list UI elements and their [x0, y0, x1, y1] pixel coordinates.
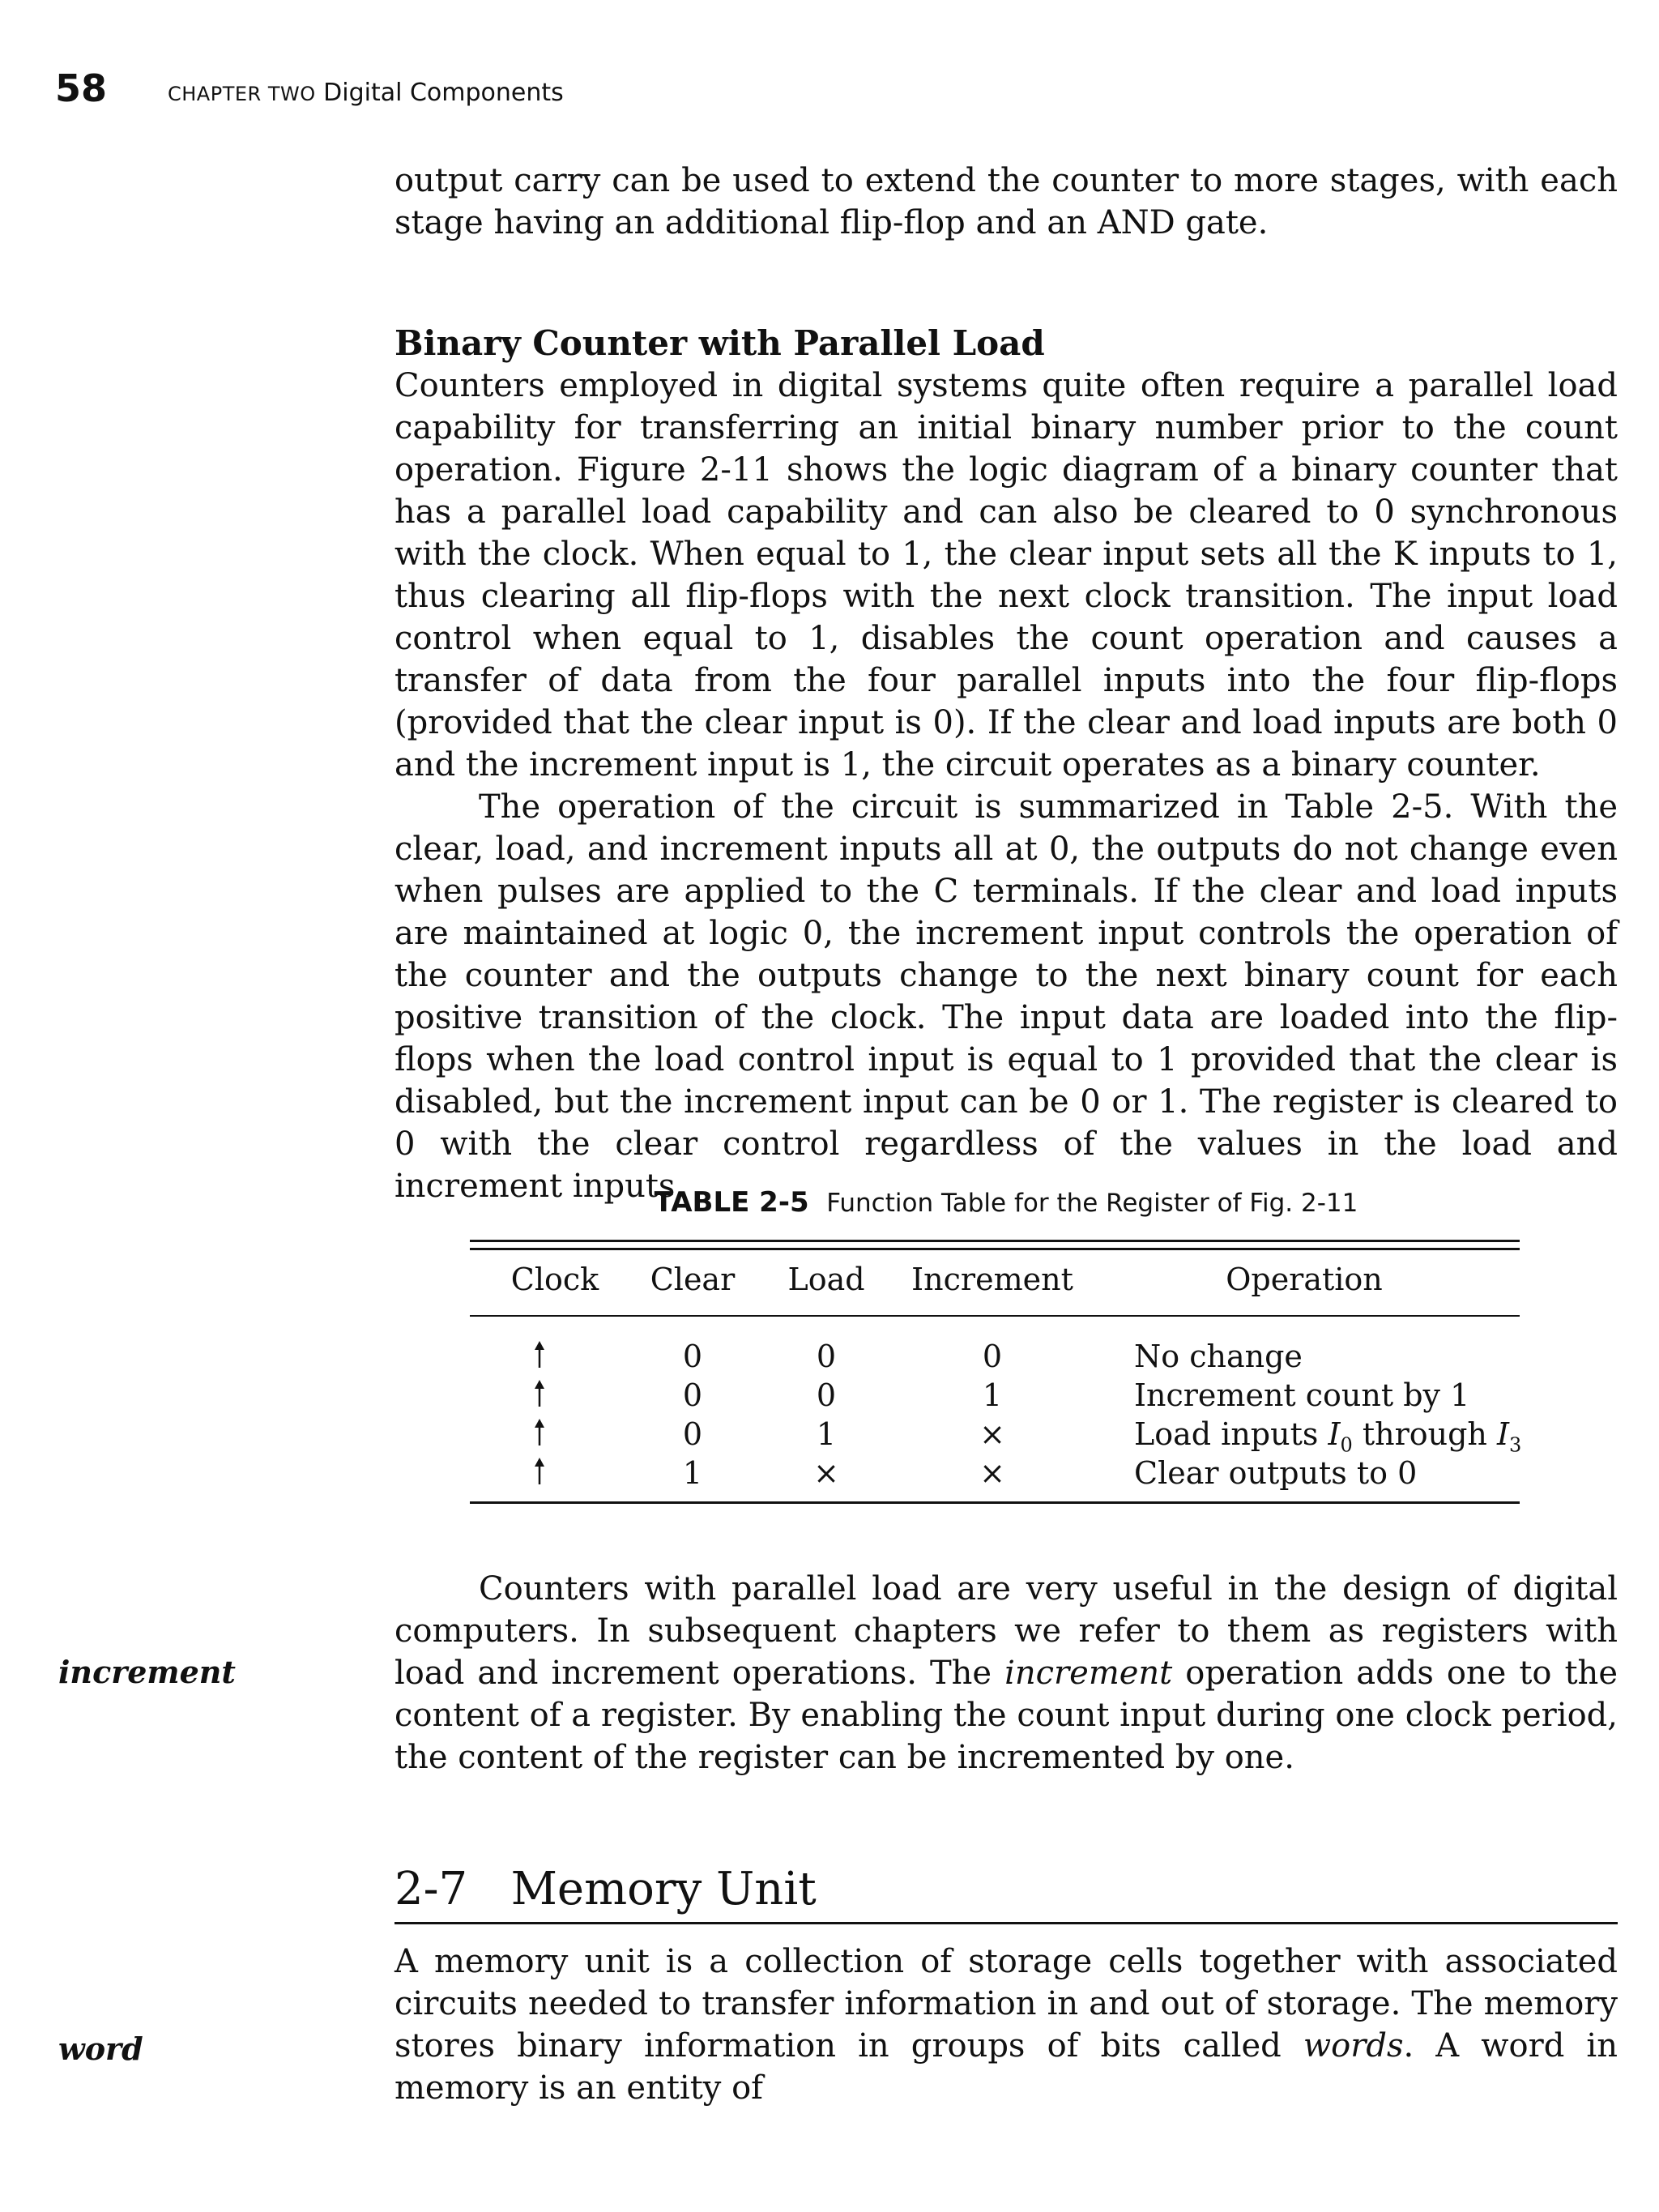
subsection-paragraph-2: The operation of the circuit is summarized in Table 2-5. With the clear, load, and increment inputs all at 0, the outputs do not change even when pulses are applied to the C terminals. If the clear and load inputs are maintained at logic 0, the increment input controls the operation of the counter and the outputs change to the next binary count for each positive transition of the clock. The input data are loaded into the flip-flops when the load control input is equal to 1 provided that the clear is disabled, but the increment input can be 0 or 1. The register is cleared to 0 with the clear control regardless of the values in the load and increment inputs.: [394, 788, 1618, 1205]
cell-clear: 0: [682, 1416, 703, 1452]
table-label: TABLE 2-5: [654, 1186, 809, 1219]
cell-operation: [1134, 1416, 1522, 1457]
section-heading: [394, 1864, 817, 1915]
subsection-title: Binary Counter with Parallel Load: [394, 323, 1045, 363]
table-caption-text: Function Table for the Register of Fig. 2-11: [826, 1189, 1358, 1218]
running-header: [168, 81, 564, 105]
cell-load: 1: [816, 1416, 837, 1452]
subsection-block: [394, 322, 1618, 1207]
cell-load: 0: [816, 1377, 837, 1413]
cell-increment: 0: [982, 1339, 1003, 1374]
chapter-label: CHAPTER TWO: [168, 83, 316, 105]
table-header-load: Load: [787, 1262, 865, 1297]
table-header-rule: [470, 1315, 1520, 1317]
subscript: 3: [1508, 1433, 1522, 1457]
emphasis-words: words: [1303, 2027, 1404, 2065]
table-caption: [394, 1186, 1618, 1219]
variable-i: I: [1496, 1416, 1509, 1452]
chapter-title: Digital Components: [323, 79, 564, 107]
cell-clear: 0: [682, 1377, 703, 1413]
cell-load: 0: [816, 1339, 837, 1374]
paragraph-text: A memory unit is a collection of storage cells together with associated circuits needed to transfer information in and out of storage. The memory stores binary information in groups of bits called: [394, 1943, 1618, 2065]
section-rule: [394, 1922, 1618, 1924]
cell-operation: No change: [1134, 1339, 1303, 1374]
cell-increment: 1: [982, 1377, 1003, 1413]
cell-increment: ×: [979, 1455, 1005, 1491]
intro-block: [394, 160, 1618, 244]
paragraph-text: Counters with parallel load are very useful in the design of digital computers. In subsequent chapters we refer to them as registers with load and increment operations. The: [394, 1570, 1618, 1692]
cell-clear: 1: [682, 1455, 703, 1491]
table-header-clock: Clock: [510, 1262, 599, 1297]
section-body-block: [394, 1941, 1618, 2109]
table-header-increment: Increment: [911, 1262, 1073, 1297]
intro-paragraph: output carry can be used to extend the counter to more stages, with each stage having an additional flip-flop and an AND gate.: [394, 162, 1618, 241]
subsection-paragraph-1: Counters employed in digital systems quite often require a parallel load capability for transferring an initial binary number prior to the count operation. Figure 2-11 shows the logic diagram of a binary counter that has a parallel load capability and can also be cleared to 0 synchronous with the clock. When equal to 1, the clear input sets all the K inputs to 1, thus clearing all flip-flops with the next clock transition. The input load control when equal to 1, disables the count operation and causes a transfer of data from the four parallel inputs into the four flip-flops (provided that the clear input is 0). If the clear and load inputs are both 0 and the increment input is 1, the circuit operates as a binary counter.: [394, 367, 1618, 784]
cell-increment: ×: [979, 1416, 1005, 1452]
table-top-rule-1: [470, 1240, 1520, 1242]
operation-text: Load inputs: [1134, 1416, 1328, 1452]
table-header-clear: Clear: [650, 1262, 736, 1297]
section-number: 2-7: [394, 1863, 468, 1915]
cell-load: ×: [813, 1455, 839, 1491]
table-bottom-rule: [470, 1501, 1520, 1504]
up-arrow-icon: [533, 1341, 546, 1369]
up-arrow-icon: [533, 1458, 546, 1485]
paragraph-text: operation adds one to the content of a register. By enabling the count input during one clock period, the content of the register can be incremented by one.: [394, 1655, 1618, 1776]
margin-note-increment: increment: [58, 1654, 236, 1690]
cell-clear: 0: [682, 1339, 703, 1374]
cell-operation: Increment count by 1: [1134, 1377, 1470, 1413]
margin-note-word: word: [58, 2031, 143, 2067]
emphasis-increment: increment: [1004, 1655, 1173, 1692]
section-paragraph: [394, 1941, 1618, 2109]
post-table-paragraph: [394, 1568, 1618, 1779]
post-table-block: [394, 1568, 1618, 1779]
page-number: 58: [55, 66, 108, 110]
variable-i: I: [1328, 1416, 1341, 1452]
up-arrow-icon: [533, 1419, 546, 1446]
operation-text: through: [1352, 1416, 1497, 1452]
table-header-operation: Operation: [1226, 1262, 1383, 1297]
paragraph-text: . A word in memory is an entity of: [394, 2027, 1618, 2107]
table-top-rule-2: [470, 1248, 1520, 1250]
section-title: Memory Unit: [510, 1863, 817, 1915]
subscript: 0: [1340, 1433, 1353, 1457]
cell-operation: Clear outputs to 0: [1134, 1455, 1418, 1491]
up-arrow-icon: [533, 1380, 546, 1407]
